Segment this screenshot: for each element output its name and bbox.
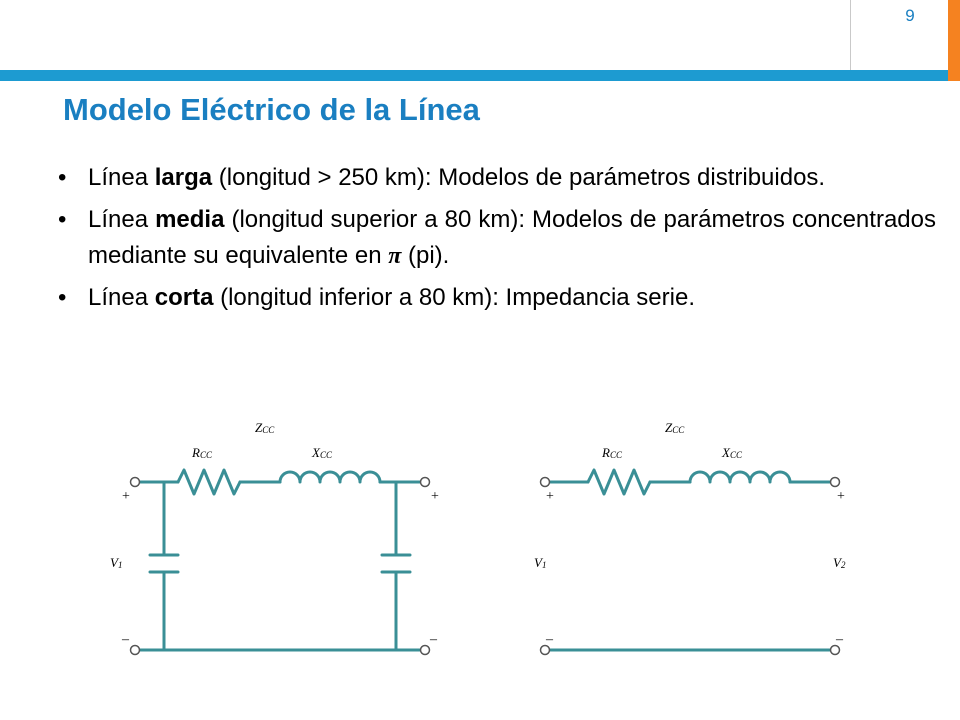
inductor-x-cc — [280, 472, 380, 482]
minus-right: – — [836, 632, 843, 647]
terminal — [421, 646, 430, 655]
v2-label: V2 — [833, 555, 846, 570]
page-number: 9 — [905, 6, 915, 25]
accent-bar — [948, 0, 960, 81]
capacitor-left — [150, 555, 178, 572]
header-band — [0, 70, 948, 81]
x-cc-label: XCC — [722, 445, 742, 460]
bullet-long-line: • Línea larga (longitud > 250 km): Modelos de parámetros distribuidos. — [58, 160, 936, 196]
minus-right: – — [430, 632, 437, 647]
header-divider — [850, 0, 851, 70]
pi-symbol: π — [388, 243, 402, 269]
bullet-dot: • — [58, 164, 67, 191]
short-line-circuit — [510, 410, 870, 670]
plus-left: + — [122, 489, 130, 504]
terminal — [541, 478, 550, 487]
bullet-dot: • — [58, 284, 67, 311]
bullet-keyword: media — [155, 206, 225, 233]
minus-left: – — [546, 632, 553, 647]
slide-title: Modelo Eléctrico de la Línea — [63, 92, 480, 127]
plus-left: + — [546, 489, 554, 504]
bullet-list — [58, 160, 936, 322]
r-cc-label: RCC — [602, 445, 622, 460]
z-cc-label: ZCC — [255, 420, 275, 435]
z-cc-label: ZCC — [665, 420, 685, 435]
bullet-medium-line: • Línea media (longitud superior a 80 km): Modelos de parámetros concentrados mediante su equivalente en π (pi). — [58, 202, 936, 274]
x-cc-label: XCC — [312, 445, 332, 460]
terminal — [421, 478, 430, 487]
plus-right: + — [837, 489, 845, 504]
bullet-short-line: • Línea corta (longitud inferior a 80 km): Impedancia serie. — [58, 280, 936, 316]
bullet-keyword: larga — [154, 164, 213, 191]
v1-label: V1 — [110, 555, 123, 570]
pi-model-circuit — [100, 410, 460, 670]
resistor-r-cc — [588, 470, 650, 494]
plus-right: + — [431, 489, 439, 504]
bullet-dot: • — [58, 206, 67, 233]
inductor-x-cc — [690, 472, 790, 482]
r-cc-label: RCC — [192, 445, 212, 460]
terminal — [131, 478, 140, 487]
terminal — [131, 646, 140, 655]
resistor-r-cc — [178, 470, 240, 494]
minus-left: – — [122, 632, 129, 647]
capacitor-right — [382, 555, 410, 572]
terminal — [831, 478, 840, 487]
v1-label: V1 — [534, 555, 547, 570]
bullet-keyword: corta — [154, 284, 214, 311]
